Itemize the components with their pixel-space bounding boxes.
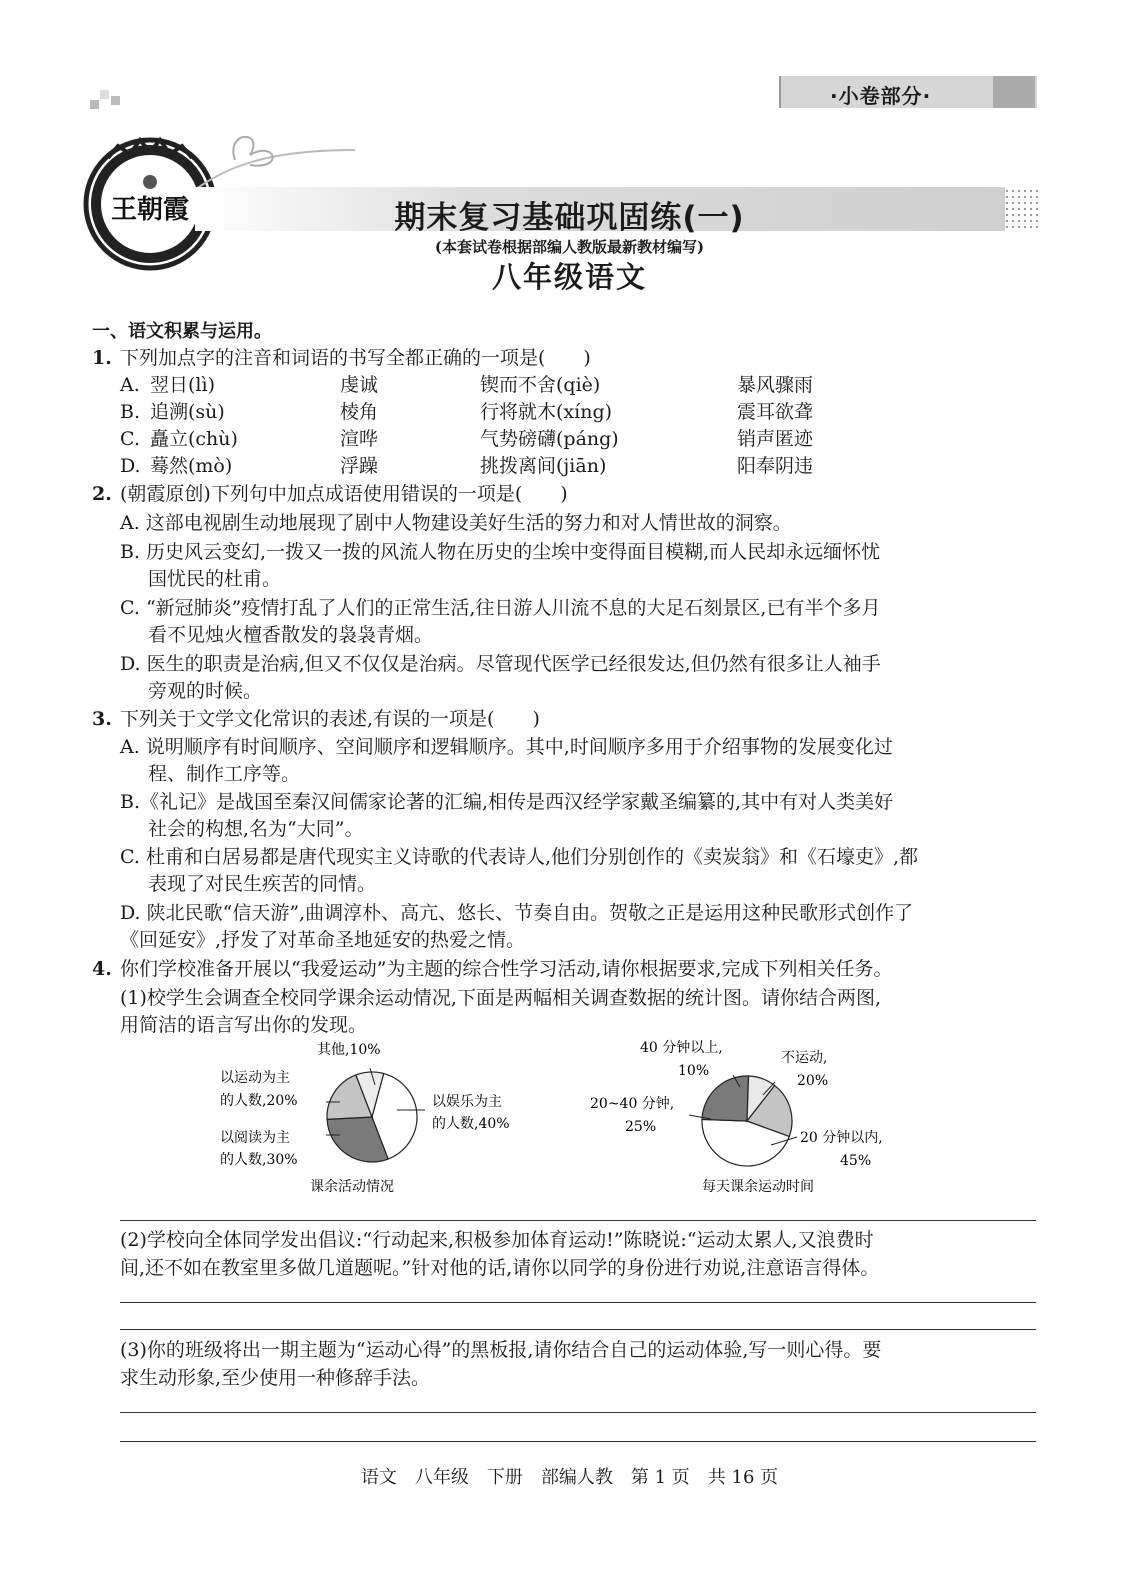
slice-label-20to40-value: 25% — [625, 1119, 657, 1135]
question-stem: 下列关于文学文化常识的表述,有误的一项是( ) — [120, 708, 540, 730]
option-cell: 阳奉阴违 — [737, 455, 814, 477]
option-a-cont: 程、制作工序等。 — [148, 763, 301, 785]
slice-label-entertainment-value: 的人数,40% — [432, 1116, 510, 1132]
section-tab-accent — [993, 76, 1035, 108]
question-number: 1. — [92, 347, 112, 369]
corner-decoration — [111, 96, 120, 105]
option-cell: 行将就木(xíng) — [480, 401, 613, 423]
slice-label-entertainment: 以娱乐为主 — [432, 1094, 502, 1110]
option-a: A. 这部电视剧生动地展现了剧中人物建设美好生活的努力和对人情世故的洞察。 — [120, 512, 792, 534]
option-c-cont: 看不见烛火檀香散发的袅袅青烟。 — [148, 624, 434, 646]
option-cell: 挑拨离间(jiān) — [480, 455, 607, 477]
option-cell: 虔诚 — [340, 374, 379, 396]
logo-text: 王朝霞 — [110, 195, 190, 225]
answer-line[interactable] — [120, 1329, 1036, 1330]
page-title: 期末复习基础巩固练(一) — [394, 200, 745, 236]
task-3-cont: 求生动形象,至少使用一种修辞手法。 — [120, 1367, 431, 1389]
question-stem: (朝霞原创)下列句中加点成语使用错误的一项是( ) — [120, 483, 568, 505]
option-label: A. — [120, 374, 140, 396]
slice-label-sport-value: 的人数,20% — [220, 1093, 298, 1109]
pie-slice-2 — [702, 1076, 749, 1121]
slice-label-over40: 40 分钟以上, — [640, 1040, 723, 1056]
pie-chart-exercise-time — [585, 1035, 935, 1200]
option-b: B.《礼记》是战国至秦汉间儒家论著的汇编,相传是西汉经学家戴圣编纂的,其中有对人类美好 — [120, 791, 894, 813]
option-cell: 气势磅礴(páng) — [480, 428, 619, 450]
option-cell: 浮躁 — [340, 455, 379, 477]
option-cell: 销声匿迹 — [737, 428, 814, 450]
option-cell: 矗立(chù) — [150, 428, 238, 450]
answer-line[interactable] — [120, 1220, 1036, 1221]
option-label: B. — [120, 401, 141, 423]
option-c: C. 杜甫和白居易都是唐代现实主义诗歌的代表诗人,他们分别创作的《卖炭翁》和《石壕吏》,都 — [120, 846, 919, 868]
option-cell: 追溯(sù) — [150, 401, 225, 423]
task-1: (1)校学生会调查全校同学课余运动情况,下面是两幅相关调查数据的统计图。请你结合两图, — [120, 987, 881, 1009]
slice-label-reading: 以阅读为主 — [220, 1130, 290, 1146]
question-number: 3. — [92, 708, 112, 730]
task-3: (3)你的班级将出一期主题为“运动心得”的黑板报,请你结合自己的运动体验,写一则心得。要 — [120, 1339, 882, 1361]
slice-label-none-value: 20% — [797, 1073, 829, 1089]
answer-line[interactable] — [120, 1302, 1036, 1303]
option-b-cont: 社会的构想,名为“大同”。 — [148, 818, 364, 840]
edition-note: (本套试卷根据部编人教版最新教材编写) — [434, 238, 705, 256]
page-footer: 语文 八年级 下册 部编人教 第 1 页 共 16 页 — [360, 1467, 779, 1488]
slice-label-20to40: 20~40 分钟, — [590, 1096, 675, 1112]
option-cell: 锲而不舍(qiè) — [480, 374, 601, 396]
option-label: C. — [120, 428, 140, 450]
slice-label-other: 其他,10% — [317, 1042, 381, 1058]
option-cell: 暴风骤雨 — [737, 374, 814, 396]
slice-label-reading-value: 的人数,30% — [220, 1152, 298, 1168]
option-cell: 蓦然(mò) — [150, 455, 233, 477]
option-cell: 棱角 — [340, 401, 379, 423]
section-tab-label: ·小卷部分· — [830, 84, 932, 108]
task-2: (2)学校向全体同学发出倡议:“行动起来,积极参加体育运动!”陈晓说:“运动太累人,又浪费时 — [120, 1229, 874, 1251]
option-a: A. 说明顺序有时间顺序、空间顺序和逻辑顺序。其中,时间顺序多用于介绍事物的发展变化过 — [120, 736, 893, 758]
answer-line[interactable] — [120, 1441, 1036, 1442]
option-c: C. “新冠肺炎”疫情打乱了人们的正常生活,往日游人川流不息的大足石刻景区,已有半个多月 — [120, 597, 881, 619]
option-d: D. 医生的职责是治病,但又不仅仅是治病。尽管现代医学已经很发达,但仍然有很多让人袖手 — [120, 653, 881, 675]
slice-label-sport: 以运动为主 — [220, 1070, 290, 1086]
option-cell: 震耳欲聋 — [737, 401, 814, 423]
corner-decoration — [100, 90, 109, 99]
slice-label-under20: 20 分钟以内, — [800, 1130, 883, 1146]
chart-title: 课余活动情况 — [310, 1179, 394, 1195]
option-d-cont: 《回延安》,抒发了对革命圣地延安的热爱之情。 — [120, 929, 526, 951]
slice-label-over40-value: 10% — [678, 1063, 710, 1079]
question-stem: 下列加点字的注音和词语的书写全都正确的一项是( ) — [120, 347, 591, 369]
task-2-cont: 间,还不如在教室里多做几道题呢。”针对他的话,请你以同学的身份进行劝说,注意语言得体。 — [120, 1257, 880, 1279]
slice-label-under20-value: 45% — [840, 1153, 872, 1169]
subject-grade: 八年级语文 — [491, 260, 647, 294]
option-cell: 翌日(lì) — [150, 374, 215, 396]
question-number: 4. — [92, 958, 112, 980]
option-b-cont: 国忧民的杜甫。 — [148, 568, 282, 590]
slice-label-none: 不运动, — [781, 1050, 828, 1066]
question-number: 2. — [92, 483, 112, 505]
section-heading: 一、语文积累与运用。 — [92, 321, 272, 342]
chart-title: 每天课余运动时间 — [702, 1179, 814, 1195]
option-d-cont: 旁观的时候。 — [148, 680, 263, 702]
option-label: D. — [120, 455, 141, 477]
option-b: B. 历史风云变幻,一拨又一拨的风流人物在历史的尘埃中变得面目模糊,而人民却永远缅怀忧 — [120, 541, 881, 563]
option-d: D. 陕北民歌“信天游”,曲调淳朴、高亢、悠长、节奏自由。贺敬之正是运用这种民歌形式创作了 — [120, 902, 914, 924]
option-c-cont: 表现了对民生疾苦的同情。 — [148, 873, 377, 895]
pie-chart-activities — [200, 1035, 550, 1200]
corner-decoration — [90, 100, 99, 109]
question-stem: 你们学校准备开展以“我爱运动”为主题的综合性学习活动,请你根据要求,完成下列相关任务。 — [120, 958, 893, 980]
option-cell: 渲哗 — [340, 428, 379, 450]
answer-line[interactable] — [120, 1412, 1036, 1413]
task-1-cont: 用简洁的语言写出你的发现。 — [120, 1014, 368, 1036]
